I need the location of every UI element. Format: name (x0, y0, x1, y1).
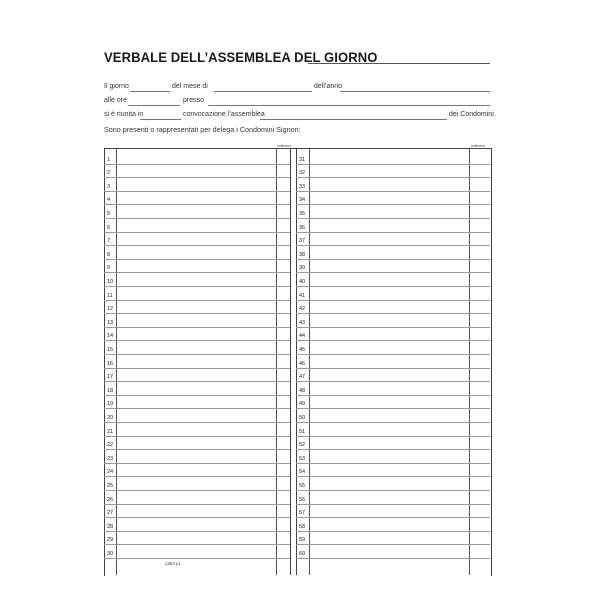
condomino-name-field[interactable] (310, 381, 469, 395)
condomino-name-field[interactable] (117, 245, 276, 259)
condomino-name-field[interactable] (117, 504, 276, 518)
row-number: 14 (107, 333, 114, 340)
condomino-name-field[interactable] (310, 422, 469, 436)
condomino-name-field[interactable] (310, 232, 469, 246)
condomino-name-field[interactable] (310, 245, 469, 259)
row-number: 49 (299, 401, 306, 408)
convocazione-field[interactable] (260, 119, 447, 120)
condomino-name-field[interactable] (117, 300, 276, 314)
condomino-name-field[interactable] (117, 150, 276, 164)
condomino-name-field[interactable] (310, 150, 469, 164)
row-number: 3 (107, 183, 111, 190)
form-title: VERBALE DELL’ASSEMBLEA DEL GIORNO (104, 50, 378, 66)
condomino-name-field[interactable] (310, 354, 469, 368)
condomino-name-field[interactable] (310, 436, 469, 450)
attendees-heading: Sono presenti o rappresentati per delega i Condomini Signori: (104, 125, 301, 134)
condomino-name-field[interactable] (310, 218, 469, 232)
row-number: 51 (299, 428, 306, 435)
row-number: 7 (107, 238, 111, 245)
giorno-field[interactable] (130, 91, 170, 92)
center-divider-b (296, 148, 297, 575)
condomino-name-field[interactable] (310, 272, 469, 286)
row-number: 55 (299, 483, 306, 489)
time-place-row (104, 97, 490, 109)
ore-field[interactable] (128, 105, 180, 106)
condomino-name-field[interactable] (310, 177, 469, 191)
condomino-name-field[interactable] (310, 286, 469, 300)
condomino-name-field[interactable] (117, 422, 276, 436)
row-number: 23 (107, 455, 114, 462)
row-number: 18 (107, 387, 114, 394)
row-number: 8 (107, 251, 111, 258)
form-code: 1364 p1 (165, 561, 181, 566)
row-number: 31 (299, 156, 306, 163)
condomino-name-field[interactable] (310, 164, 469, 178)
riunita-label: si è riunita in (104, 111, 144, 118)
row-number: 38 (299, 251, 306, 258)
convocation-row (104, 111, 496, 123)
condomino-name-field[interactable] (117, 544, 276, 558)
row-number: 27 (107, 510, 114, 517)
row-number: 58 (299, 523, 306, 530)
condomino-name-field[interactable] (117, 395, 276, 409)
row-number: 45 (299, 347, 306, 353)
row-number: 57 (299, 510, 306, 517)
giorno-label: Il giorno (104, 83, 129, 90)
row-number: 34 (299, 197, 306, 204)
row-number: 42 (299, 306, 306, 313)
condomino-name-field[interactable] (117, 381, 276, 395)
row-number: 2 (107, 170, 111, 177)
row-number: 60 (299, 551, 306, 557)
row-number: 4 (107, 197, 111, 204)
row-number: 47 (299, 374, 306, 381)
row-number: 10 (107, 279, 114, 285)
row-number: 5 (107, 211, 111, 217)
condomino-name-field[interactable] (117, 368, 276, 382)
condomino-name-field[interactable] (117, 436, 276, 450)
anno-label: dell’anno (314, 83, 343, 90)
condomino-name-field[interactable] (117, 327, 276, 341)
row-number: 29 (107, 537, 114, 544)
condomino-name-field[interactable] (117, 408, 276, 422)
condomino-name-field[interactable] (310, 204, 469, 218)
row-number: 59 (299, 537, 306, 544)
right-millesimi-divider (469, 148, 470, 575)
condomino-name-field[interactable] (310, 517, 469, 531)
row-number: 9 (107, 265, 111, 272)
condomino-name-field[interactable] (310, 300, 469, 314)
row-number: 12 (107, 306, 114, 313)
row-number: 25 (107, 483, 114, 489)
ore-label: alle ore (104, 97, 127, 104)
row-number: 30 (107, 551, 114, 557)
row-number: 50 (299, 415, 306, 421)
condomino-name-field[interactable] (310, 531, 469, 545)
condomino-name-field[interactable] (117, 232, 276, 246)
condomino-name-field[interactable] (117, 517, 276, 531)
condomino-name-field[interactable] (310, 490, 469, 504)
condomino-name-field[interactable] (310, 408, 469, 422)
condomino-name-field[interactable] (117, 259, 276, 273)
date-underline[interactable] (308, 63, 490, 64)
condomino-name-field[interactable] (117, 286, 276, 300)
left-millesimi-divider (276, 148, 277, 575)
condomino-name-field[interactable] (310, 463, 469, 477)
row-number: 11 (107, 292, 113, 299)
row-number: 56 (299, 496, 306, 503)
row-number: 15 (107, 347, 114, 353)
table-row-line (104, 558, 290, 559)
condomino-name-field[interactable] (117, 449, 276, 463)
presso-field[interactable] (208, 105, 490, 106)
center-divider-a (290, 148, 291, 575)
condomino-name-field[interactable] (310, 544, 469, 558)
riunita-field[interactable] (140, 119, 181, 120)
row-number: 21 (107, 428, 114, 435)
condomino-name-field[interactable] (310, 368, 469, 382)
row-number: 46 (299, 360, 306, 367)
row-number: 48 (299, 387, 306, 394)
condomino-name-field[interactable] (310, 259, 469, 273)
condomino-name-field[interactable] (117, 177, 276, 191)
row-number: 26 (107, 496, 114, 503)
condomino-name-field[interactable] (117, 463, 276, 477)
condomino-name-field[interactable] (310, 504, 469, 518)
condomino-name-field[interactable] (117, 204, 276, 218)
anno-field[interactable] (340, 91, 490, 92)
row-number: 37 (299, 238, 306, 245)
condomino-name-field[interactable] (117, 272, 276, 286)
row-number: 24 (107, 469, 114, 476)
mese-field[interactable] (214, 91, 312, 92)
row-number: 39 (299, 265, 306, 272)
row-number: 28 (107, 523, 114, 530)
row-number: 40 (299, 279, 306, 285)
row-number: 43 (299, 319, 306, 326)
condomini-label: dei Condomini. (449, 111, 496, 118)
table-row-line (296, 558, 490, 559)
row-number: 17 (107, 374, 114, 381)
condomino-name-field[interactable] (117, 531, 276, 545)
row-number: 35 (299, 211, 306, 217)
row-number: 53 (299, 455, 306, 462)
condomino-name-field[interactable] (117, 191, 276, 205)
row-number: 22 (107, 442, 114, 449)
row-number: 41 (299, 292, 306, 299)
presso-label: presso (183, 97, 205, 104)
condomino-name-field[interactable] (310, 395, 469, 409)
millesimi-label-right: millesimi (471, 144, 485, 148)
millesimi-label-left: millesimi (277, 144, 291, 148)
row-number: 6 (107, 224, 111, 231)
condomino-name-field[interactable] (310, 476, 469, 490)
row-number: 20 (107, 415, 114, 421)
condomino-name-field[interactable] (310, 191, 469, 205)
row-number: 44 (299, 333, 306, 340)
mese-label: del mese di (172, 83, 208, 90)
condomino-name-field[interactable] (117, 340, 276, 354)
condomino-name-field[interactable] (117, 164, 276, 178)
condomino-name-field[interactable] (117, 490, 276, 504)
condomino-name-field[interactable] (310, 327, 469, 341)
row-number: 19 (107, 401, 114, 408)
row-number: 16 (107, 360, 114, 367)
condomino-name-field[interactable] (117, 476, 276, 490)
row-number: 13 (107, 319, 114, 326)
condomino-name-field[interactable] (117, 354, 276, 368)
condomino-name-field[interactable] (310, 313, 469, 327)
row-number: 54 (299, 469, 306, 476)
condomino-name-field[interactable] (117, 218, 276, 232)
row-number: 36 (299, 224, 306, 231)
row-number: 52 (299, 442, 306, 449)
row-number: 32 (299, 170, 306, 177)
condomino-name-field[interactable] (310, 449, 469, 463)
condomino-name-field[interactable] (117, 313, 276, 327)
convocazione-label: convocazione l’assemblea (183, 111, 265, 118)
row-number: 1 (107, 156, 111, 163)
date-fields-row (104, 83, 490, 95)
row-number: 33 (299, 183, 306, 190)
condomino-name-field[interactable] (310, 340, 469, 354)
